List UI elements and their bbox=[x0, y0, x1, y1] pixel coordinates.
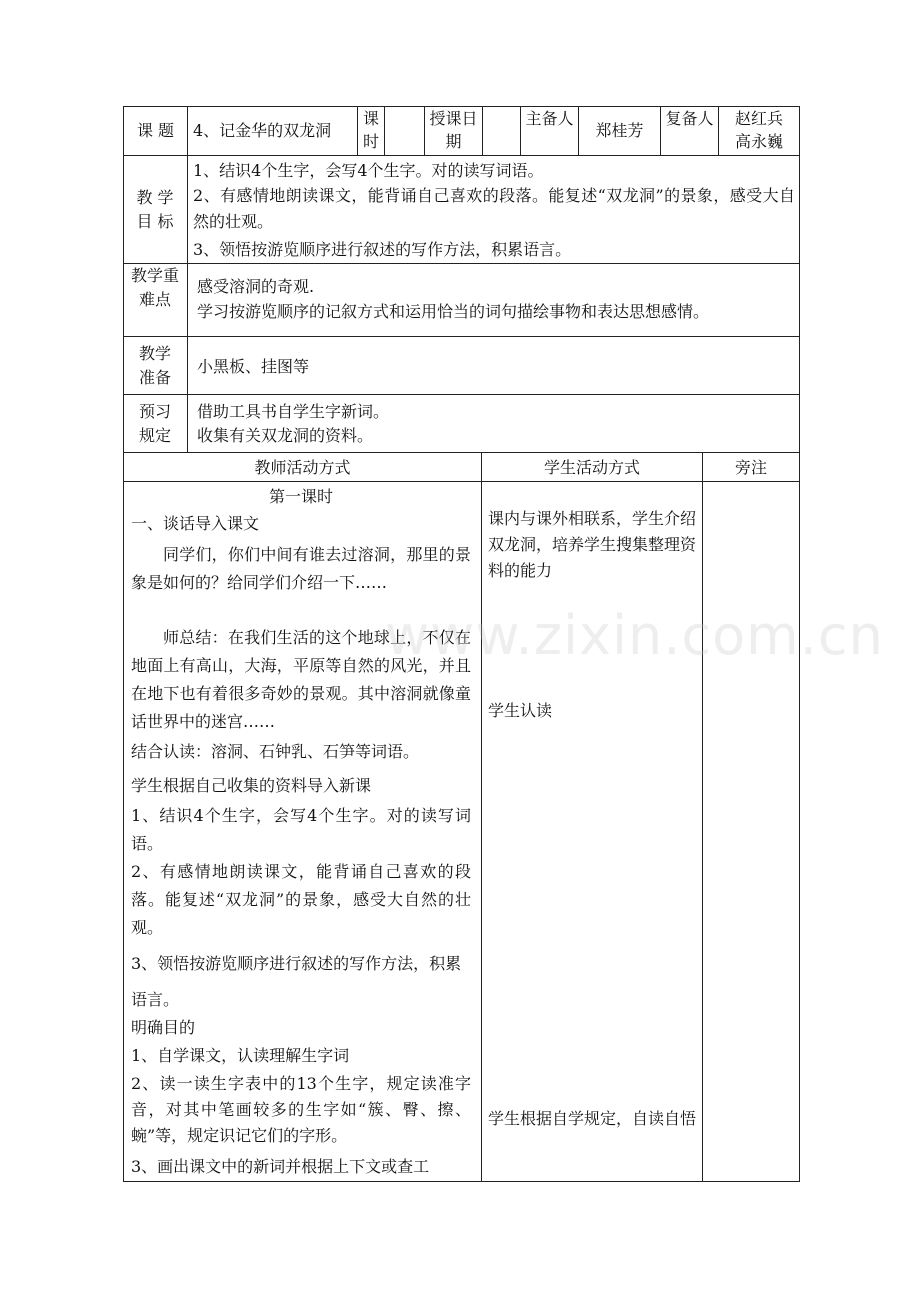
notes-header: 旁注 bbox=[734, 458, 767, 477]
goal-1: 1、结识4个生字，会写4个生字。对的读写词语。 bbox=[131, 806, 471, 853]
table-border-left bbox=[123, 106, 124, 1182]
co-preparer-label: 复备人 bbox=[665, 109, 714, 128]
co-preparer-1: 赵红兵 bbox=[734, 109, 783, 128]
row-divider bbox=[123, 263, 800, 264]
section-intro-heading: 一、谈话导入课文 bbox=[131, 514, 260, 533]
table-border-right bbox=[799, 106, 800, 1182]
col-divider bbox=[187, 106, 188, 453]
objective-item-2: 2、有感情地朗读课文，能背诵自己喜欢的段落。能复述“双龙洞”的景象，感受大自然的壮观。 bbox=[193, 186, 795, 231]
col-divider bbox=[702, 452, 703, 1182]
col-divider bbox=[384, 106, 385, 155]
preview-item-2: 收集有关双龙洞的资料。 bbox=[197, 426, 374, 445]
student-note-2: 学生认读 bbox=[488, 701, 553, 720]
table-border-bottom bbox=[123, 1181, 800, 1182]
objective-item-1: 1、结识4个生字，会写4个生字。对的读写词语。 bbox=[193, 161, 544, 180]
student-activity-header: 学生活动方式 bbox=[543, 458, 640, 477]
site-watermark: www.zixin.com.cn bbox=[385, 604, 884, 667]
preparation-label: 教学准备 bbox=[138, 344, 171, 387]
subject-value: 4、记金华的双龙洞 bbox=[193, 121, 332, 140]
preview-label: 预习规定 bbox=[138, 402, 171, 445]
main-preparer-label: 主备人 bbox=[525, 109, 574, 128]
teacher-question: 同学们，你们中间有谁去过溶洞，那里的景象是如何的？给同学们介绍一下…… bbox=[131, 545, 471, 592]
clarify-purpose: 明确目的 bbox=[131, 1018, 196, 1037]
key-point-2: 学习按游览顺序的记叙方式和运用恰当的词句描绘事物和表达思想感情。 bbox=[197, 302, 710, 321]
goal-3: 3、领悟按游览顺序进行叙述的写作方法，积累语言。 bbox=[131, 954, 462, 1009]
student-note-1: 课内与课外相联系，学生介绍双龙洞，培养学生搜集整理资料的能力 bbox=[488, 509, 697, 580]
task-1: 1、自学课文，认读理解生字词 bbox=[131, 1046, 350, 1065]
col-divider bbox=[481, 452, 482, 1182]
task-2: 2、读一读生字表中的13个生字，规定读准字音，对其中笔画较多的生字如“簇、臀、擦、蜿”等，规定识记它们的字形。 bbox=[131, 1074, 471, 1145]
preparation-value: 小黑板、挂图等 bbox=[197, 357, 310, 376]
row-divider bbox=[123, 155, 800, 156]
row-divider bbox=[123, 481, 800, 482]
teacher-summary: 师总结：在我们生活的这个地球上，不仅在地面上有高山，大海，平原等自然的风光，并且在地下也有着很多奇妙的景观。其中溶洞就像童话世界中的迷宫…… bbox=[131, 628, 471, 731]
row-divider bbox=[123, 452, 800, 453]
word-recognition: 结合认读：溶洞、石钟乳、石笋等词语。 bbox=[131, 742, 420, 761]
key-points-label: 教学重难点 bbox=[130, 266, 179, 309]
class-hours-label: 课时 bbox=[362, 109, 379, 151]
objectives-label: 教 学 目 标 bbox=[136, 188, 174, 231]
intro-new-lesson: 学生根据自己收集的资料导入新课 bbox=[131, 776, 372, 795]
goal-2: 2、有感情地朗读课文，能背诵自己喜欢的段落。能复述“双龙洞”的景象，感受大自然的壮观。 bbox=[131, 862, 471, 937]
teacher-activity-header: 教师活动方式 bbox=[254, 458, 351, 477]
row-divider bbox=[123, 336, 800, 337]
student-note-3: 学生根据自学规定，自读自悟 bbox=[488, 1109, 697, 1128]
preview-item-1: 借助工具书自学生字新词。 bbox=[197, 402, 390, 421]
teaching-date-label: 授课日期 bbox=[429, 109, 478, 151]
key-point-1: 感受溶洞的奇观. bbox=[197, 277, 315, 296]
co-preparer-2: 高永巍 bbox=[734, 132, 783, 151]
objective-item-3: 3、领悟按游览顺序进行叙述的写作方法，积累语言。 bbox=[193, 240, 572, 259]
row-divider bbox=[123, 394, 800, 395]
task-3: 3、画出课文中的新词并根据上下文或查工 bbox=[131, 1157, 430, 1176]
col-divider bbox=[482, 106, 483, 155]
lesson-title: 第一课时 bbox=[268, 487, 333, 506]
main-preparer-value: 郑桂芳 bbox=[595, 121, 644, 140]
subject-label: 课 题 bbox=[136, 121, 175, 140]
